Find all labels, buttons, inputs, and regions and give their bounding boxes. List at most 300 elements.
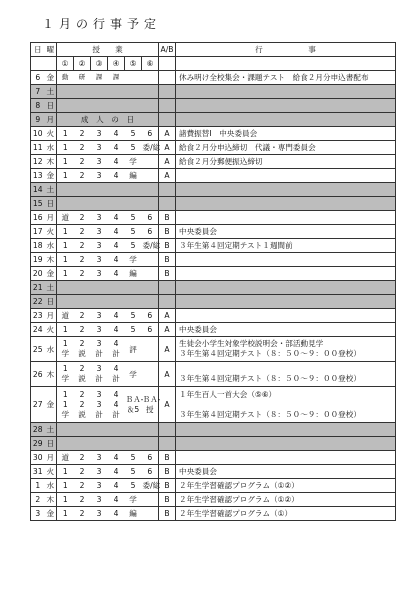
event-cell [176, 253, 396, 267]
period-cell [142, 267, 159, 281]
period-cell [74, 295, 91, 309]
period-cell: 2 [74, 451, 91, 465]
table-row [31, 437, 396, 451]
weekday-cell: 土 [45, 423, 57, 437]
period-line: 4 [113, 389, 119, 399]
period-cell: 委/総 [142, 479, 159, 493]
ab-cell: B [159, 267, 176, 281]
period-cell: 3 [91, 479, 108, 493]
period-cell [57, 85, 74, 99]
period-cell: 2 [74, 141, 91, 155]
period-cell: 学 [125, 493, 142, 507]
ab-cell: A [159, 309, 176, 323]
period-cell: 5 [125, 479, 142, 493]
period-cell [74, 183, 91, 197]
period-line: ＢＡ- [142, 394, 161, 404]
page-title: １月の行事予定 [42, 17, 162, 31]
period-cell [125, 423, 142, 437]
event-cell [176, 451, 396, 465]
event-line: 休み明け全校集会・課題テスト 給食２月分申込書配布 [179, 72, 369, 82]
period-cell [125, 387, 142, 423]
period-cell [91, 423, 108, 437]
table-row [31, 141, 396, 155]
period-mark: ④ [108, 57, 125, 71]
weekday-cell: 月 [45, 309, 57, 323]
period-line: ＢＡ- [125, 394, 144, 404]
event-cell [176, 85, 396, 99]
ab-cell: B [159, 253, 176, 267]
ab-cell [159, 423, 176, 437]
weekday-cell: 木 [45, 253, 57, 267]
period-cell: 4 [108, 323, 125, 337]
period-line: 計 [112, 374, 120, 383]
period-cell: 2 [74, 155, 91, 169]
period-cell: 4 [108, 253, 125, 267]
weekday-cell: 水 [45, 239, 57, 253]
period-cell [108, 197, 125, 211]
period-cell: 4 [108, 225, 125, 239]
period-cell: 6 [142, 225, 159, 239]
period-cell: 1 [57, 465, 74, 479]
table-row [31, 387, 396, 423]
event-cell [176, 169, 396, 183]
period-cell: 1 [57, 323, 74, 337]
period-cell [125, 437, 142, 451]
weekday-cell: 日 [45, 99, 57, 113]
period-cell [142, 155, 159, 169]
period-cell [142, 437, 159, 451]
period-cell [74, 99, 91, 113]
period-cell [74, 437, 91, 451]
date-cell: 21 [31, 281, 45, 295]
table-row [31, 183, 396, 197]
period-cell [108, 99, 125, 113]
date-cell: 19 [31, 253, 45, 267]
event-cell [176, 197, 396, 211]
table-row [31, 493, 396, 507]
period-line: 授 [145, 404, 154, 414]
period-cell: 編 [125, 507, 142, 521]
period-line: 3 [96, 339, 102, 348]
event-cell [176, 337, 396, 362]
period-cell: 課 [91, 71, 108, 85]
holiday-cell: 成 人 の 日 [57, 113, 159, 127]
period-cell: 4 [108, 239, 125, 253]
ab-cell: B [159, 211, 176, 225]
date-cell: 2 [31, 493, 45, 507]
period-cell: 3 [91, 169, 108, 183]
weekday-cell: 金 [45, 507, 57, 521]
period-cell: 4 [108, 507, 125, 521]
period-cell: 1 [57, 493, 74, 507]
period-cell [108, 387, 125, 423]
ab-cell: A [159, 127, 176, 141]
period-cell [57, 99, 74, 113]
table-row [31, 323, 396, 337]
period-cell [142, 253, 159, 267]
period-cell: 5 [125, 309, 142, 323]
date-cell: 23 [31, 309, 45, 323]
period-cell [91, 387, 108, 423]
ab-cell [159, 113, 176, 127]
period-line: 2 [79, 389, 85, 399]
table-row [31, 451, 396, 465]
period-cell: 道 [57, 309, 74, 323]
event-cell [176, 387, 396, 423]
event-line: ２年生学習確認プログラム（①②） [179, 480, 299, 490]
period-line: 4 [113, 364, 119, 373]
period-cell [91, 337, 108, 362]
period-cell [108, 183, 125, 197]
period-line: 3 [96, 389, 102, 399]
event-cell [176, 281, 396, 295]
period-cell: 3 [91, 211, 108, 225]
table-row [31, 281, 396, 295]
period-cell: 道 [57, 451, 74, 465]
ab-cell: A [159, 362, 176, 387]
weekday-cell: 火 [45, 465, 57, 479]
period-line: 2 [79, 364, 85, 373]
period-cell: 1 [57, 267, 74, 281]
header-weekday: 曜 [45, 43, 57, 57]
date-cell: 30 [31, 451, 45, 465]
date-cell: 31 [31, 465, 45, 479]
date-cell: 28 [31, 423, 45, 437]
weekday-cell: 月 [45, 211, 57, 225]
weekday-cell: 水 [45, 141, 57, 155]
period-cell [57, 197, 74, 211]
table-row [31, 253, 396, 267]
table-row [31, 155, 396, 169]
weekday-cell: 火 [45, 127, 57, 141]
period-cell [74, 85, 91, 99]
period-cell: 6 [142, 211, 159, 225]
period-cell [142, 507, 159, 521]
period-cell [91, 197, 108, 211]
table-row [31, 479, 396, 493]
ab-cell [159, 295, 176, 309]
event-line: ３年生第４回定期テスト（８：５０～９：００登校） [179, 374, 361, 383]
period-cell: 6 [142, 465, 159, 479]
period-cell: 4 [108, 493, 125, 507]
table-row [31, 211, 396, 225]
period-line: 計 [112, 349, 120, 358]
period-cell [74, 281, 91, 295]
period-cell: 道 [57, 211, 74, 225]
period-cell: 2 [74, 225, 91, 239]
period-cell: 5 [125, 127, 142, 141]
weekday-cell: 金 [45, 387, 57, 423]
period-cell: 4 [108, 267, 125, 281]
period-cell [57, 183, 74, 197]
period-cell: 2 [74, 479, 91, 493]
period-cell [125, 85, 142, 99]
weekday-cell: 月 [45, 451, 57, 465]
event-line: ３年生第４回定期テスト（８：５０～９：００登校） [179, 409, 361, 419]
period-cell [125, 183, 142, 197]
period-cell [91, 362, 108, 387]
period-line: 3 [96, 399, 102, 409]
event-cell [176, 239, 396, 253]
period-mark: ② [74, 57, 91, 71]
event-cell [176, 323, 396, 337]
event-line: 中央委員会 [179, 466, 217, 476]
period-cell: 2 [74, 211, 91, 225]
period-cell [108, 423, 125, 437]
period-cell: 5 [125, 465, 142, 479]
table-row [31, 423, 396, 437]
period-cell: 4 [108, 141, 125, 155]
event-line: ２年生学習確認プログラム（①） [179, 508, 293, 518]
date-cell: 25 [31, 337, 45, 362]
period-line: 1 [62, 399, 68, 409]
period-cell [142, 423, 159, 437]
period-cell [142, 85, 159, 99]
period-cell: 2 [74, 239, 91, 253]
period-cell [57, 423, 74, 437]
period-cell [57, 281, 74, 295]
period-cell: 1 [57, 239, 74, 253]
period-cell: 4 [108, 479, 125, 493]
table-row [31, 362, 396, 387]
period-cell: 5 [125, 451, 142, 465]
period-cell: 1 [57, 127, 74, 141]
period-cell: 2 [74, 169, 91, 183]
ab-cell [159, 99, 176, 113]
event-cell [176, 362, 396, 387]
weekday-cell: 木 [45, 362, 57, 387]
period-cell [57, 362, 74, 387]
ab-cell: B [159, 507, 176, 521]
period-cell [142, 197, 159, 211]
event-line: ３年生第４回定期テスト１週間前 [179, 240, 293, 250]
period-line: 説 [78, 409, 86, 419]
period-cell [142, 281, 159, 295]
ab-cell: A [159, 155, 176, 169]
period-mark: ① [57, 57, 74, 71]
period-cell: 委/総 [142, 239, 159, 253]
table-row [31, 309, 396, 323]
table-row [31, 225, 396, 239]
period-cell [108, 281, 125, 295]
event-cell [176, 141, 396, 155]
table-row [31, 113, 396, 127]
period-cell [57, 295, 74, 309]
period-cell: 3 [91, 239, 108, 253]
date-cell: 9 [31, 113, 45, 127]
weekday-cell: 水 [45, 479, 57, 493]
period-cell: 3 [91, 309, 108, 323]
ab-cell [159, 85, 176, 99]
event-cell [176, 99, 396, 113]
period-cell: 1 [57, 155, 74, 169]
weekday-cell: 金 [45, 267, 57, 281]
period-cell [142, 183, 159, 197]
period-cell: 3 [91, 127, 108, 141]
period-cell [142, 493, 159, 507]
period-cell [74, 423, 91, 437]
date-cell: 22 [31, 295, 45, 309]
period-cell: 3 [91, 507, 108, 521]
table-row [31, 507, 396, 521]
ab-cell [159, 197, 176, 211]
period-line: 計 [95, 374, 103, 383]
weekday-cell: 火 [45, 323, 57, 337]
table-row [31, 99, 396, 113]
period-cell [91, 85, 108, 99]
ab-cell [159, 281, 176, 295]
period-cell: 2 [74, 253, 91, 267]
period-cell: 3 [91, 267, 108, 281]
weekday-cell: 木 [45, 155, 57, 169]
period-cell: 評 [125, 337, 142, 362]
table-row [31, 127, 396, 141]
weekday-cell: 金 [45, 169, 57, 183]
period-line: 3 [96, 364, 102, 373]
weekday-cell: 水 [45, 337, 57, 362]
period-cell [91, 437, 108, 451]
period-cell [74, 337, 91, 362]
date-cell: 15 [31, 197, 45, 211]
period-line: 1 [62, 364, 68, 373]
period-mark: ⑥ [142, 57, 159, 71]
period-cell: 5 [125, 141, 142, 155]
date-cell: 27 [31, 387, 45, 423]
period-cell: 3 [91, 493, 108, 507]
weekday-cell: 日 [45, 437, 57, 451]
period-cell [142, 337, 159, 362]
ab-cell: A [159, 169, 176, 183]
period-cell: 6 [142, 127, 159, 141]
period-cell [142, 295, 159, 309]
date-cell: 26 [31, 362, 45, 387]
period-cell: 2 [74, 493, 91, 507]
event-line: ２年生学習確認プログラム（①②） [179, 494, 299, 504]
period-line: ＆5 [126, 404, 140, 414]
weekday-cell: 日 [45, 197, 57, 211]
date-cell: 10 [31, 127, 45, 141]
period-cell: 4 [108, 169, 125, 183]
period-cell: 3 [91, 141, 108, 155]
event-cell [176, 113, 396, 127]
date-cell: 1 [31, 479, 45, 493]
event-cell [176, 127, 396, 141]
ab-cell: B [159, 451, 176, 465]
table-row [31, 465, 396, 479]
ab-cell [159, 71, 176, 85]
period-cell: 4 [108, 211, 125, 225]
period-cell: 課 [108, 71, 125, 85]
ab-cell: A [159, 141, 176, 155]
period-cell [57, 337, 74, 362]
event-cell [176, 183, 396, 197]
date-cell: 13 [31, 169, 45, 183]
period-cell: 3 [91, 451, 108, 465]
period-cell [142, 362, 159, 387]
date-cell: 14 [31, 183, 45, 197]
period-cell: 6 [142, 451, 159, 465]
period-line: 2 [79, 399, 85, 409]
event-cell [176, 295, 396, 309]
period-cell [91, 183, 108, 197]
period-cell: 1 [57, 225, 74, 239]
period-cell [125, 197, 142, 211]
period-line: 2 [79, 339, 85, 348]
event-line: 給食２月分郵便振込締切 [179, 156, 263, 166]
date-cell: 29 [31, 437, 45, 451]
weekday-cell: 木 [45, 493, 57, 507]
weekday-cell: 火 [45, 225, 57, 239]
period-cell: 動 [57, 71, 74, 85]
header-events: 行 事 [176, 43, 396, 57]
ab-cell: B [159, 493, 176, 507]
ab-cell: B [159, 239, 176, 253]
period-line: 4 [113, 339, 119, 348]
period-cell: 学 [125, 362, 142, 387]
period-cell: 学 [125, 253, 142, 267]
header-date: 日 [31, 43, 45, 57]
period-line: 1 [62, 389, 68, 399]
period-cell [91, 281, 108, 295]
weekday-cell: 土 [45, 85, 57, 99]
weekday-cell: 金 [45, 71, 57, 85]
event-cell [176, 437, 396, 451]
period-cell: 2 [74, 323, 91, 337]
table-row [31, 267, 396, 281]
period-line: 説 [78, 349, 86, 358]
ab-cell: B [159, 479, 176, 493]
period-cell [142, 99, 159, 113]
date-cell: 7 [31, 85, 45, 99]
date-cell: 16 [31, 211, 45, 225]
ab-cell: A [159, 387, 176, 423]
event-line: 中央委員会 [179, 226, 217, 236]
event-line: 生徒会小学生対象学校説明会・部活動見学 [179, 339, 324, 348]
event-cell [176, 507, 396, 521]
period-cell: 4 [108, 309, 125, 323]
period-cell: 5 [125, 323, 142, 337]
ab-cell [159, 183, 176, 197]
event-cell [176, 267, 396, 281]
period-line: 計 [95, 409, 103, 419]
period-line: 計 [95, 349, 103, 358]
event-cell [176, 309, 396, 323]
period-cell [108, 85, 125, 99]
period-cell: 学 [125, 155, 142, 169]
ab-cell: A [159, 337, 176, 362]
period-line: 学 [61, 349, 70, 358]
period-cell: 1 [57, 141, 74, 155]
date-cell: 11 [31, 141, 45, 155]
period-cell: 4 [108, 465, 125, 479]
period-line: 学 [61, 409, 70, 419]
period-cell: 3 [91, 465, 108, 479]
period-line: 説 [78, 374, 86, 383]
period-mark: ③ [91, 57, 108, 71]
date-cell: 3 [31, 507, 45, 521]
event-line: １年生百人一首大会（⑤⑥） [179, 389, 277, 399]
weekday-cell: 土 [45, 281, 57, 295]
period-cell: 4 [108, 127, 125, 141]
table-row [31, 197, 396, 211]
schedule-table [30, 42, 396, 521]
period-cell [142, 71, 159, 85]
period-cell [125, 295, 142, 309]
period-cell: 4 [108, 155, 125, 169]
period-line: 学 [61, 374, 70, 383]
period-cell: 2 [74, 127, 91, 141]
weekday-cell: 日 [45, 295, 57, 309]
